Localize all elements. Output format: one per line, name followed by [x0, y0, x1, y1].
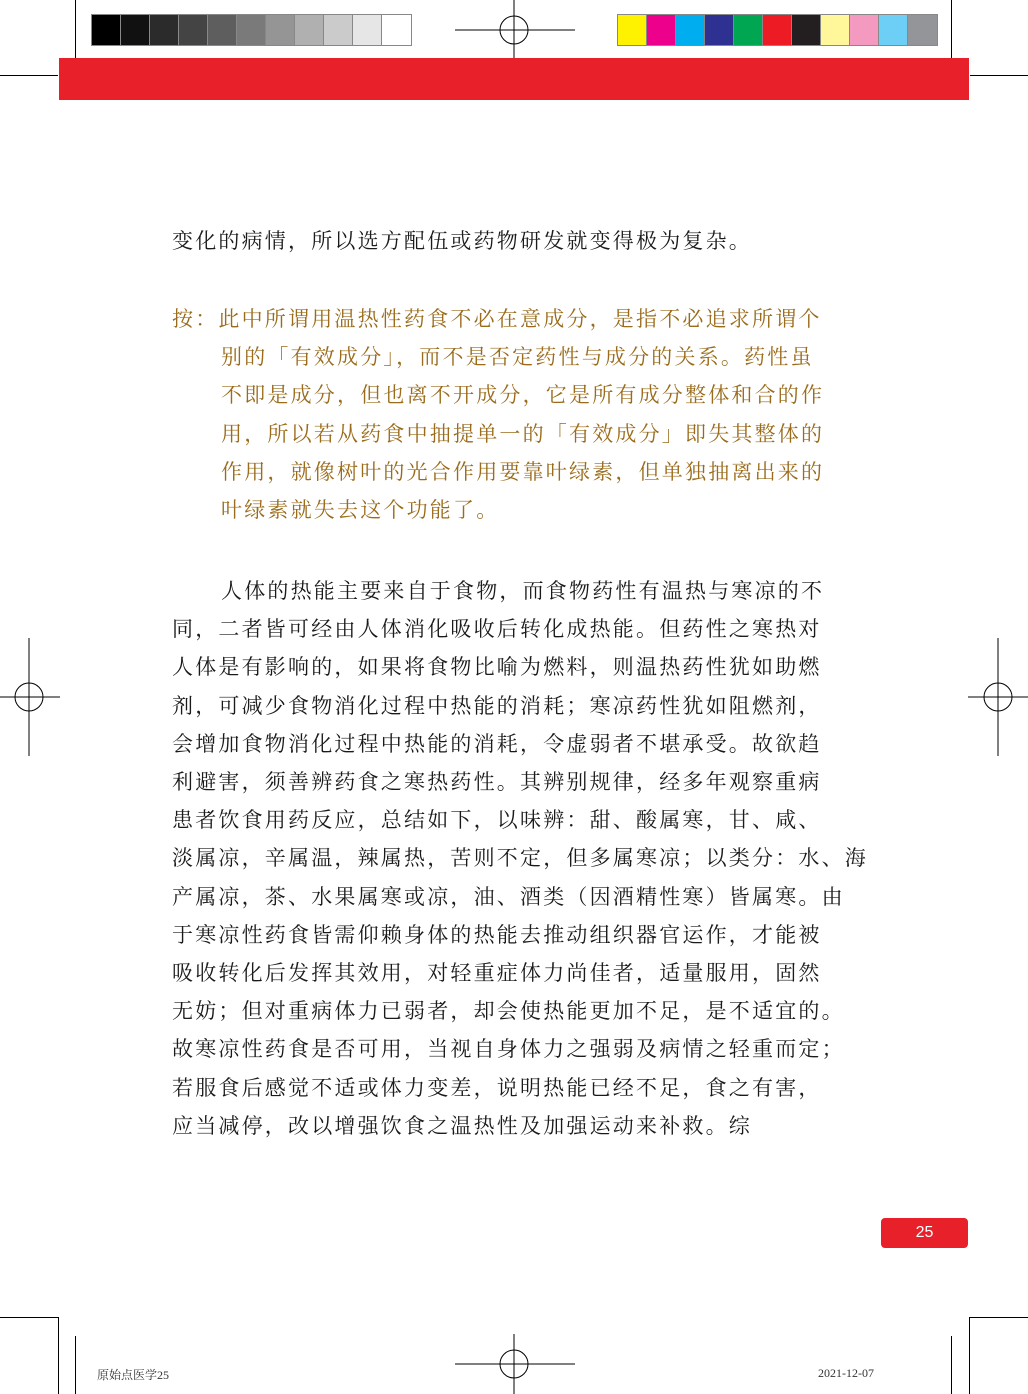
color-swatch — [121, 15, 150, 45]
crop-mark — [75, 1336, 76, 1394]
cmyk-color-bar — [617, 14, 938, 46]
text-line: 人体的热能主要来自于食物，而食物药性有温热与寒凉的不 — [221, 579, 825, 603]
color-swatch — [353, 15, 382, 45]
color-swatch — [382, 15, 411, 45]
color-swatch — [237, 15, 266, 45]
text-line: 变化的病情，所以选方配伍或药物研发就变得极为复杂。 — [172, 229, 752, 253]
footer-left: 原始点医学25 — [97, 1368, 170, 1382]
color-swatch — [792, 15, 821, 45]
color-swatch — [734, 15, 763, 45]
color-swatch — [879, 15, 908, 45]
color-swatch — [92, 15, 121, 45]
note-line: 叶绿素就失去这个功能了。 — [221, 498, 500, 523]
crop-mark — [951, 1336, 952, 1394]
registration-crosshair-icon — [968, 638, 1028, 756]
text-line: 应当减停，改以增强饮食之温热性及加强运动来补救。综 — [172, 1113, 752, 1138]
color-swatch — [908, 15, 937, 45]
registration-crosshair-icon — [0, 638, 60, 756]
text-line: 若服食后感觉不适或体力变差，说明热能已经不足，食之有害， — [172, 1075, 822, 1100]
crop-mark — [0, 75, 58, 76]
crop-mark — [970, 75, 1028, 76]
intro-paragraph — [172, 222, 892, 260]
note-line: 按：此中所谓用温热性药食不必在意成分，是指不必追求所谓个 — [172, 307, 822, 331]
crop-mark — [58, 1317, 59, 1394]
text-line: 产属凉，茶、水果属寒或凉，油、酒类（因酒精性寒）皆属寒。由 — [172, 884, 845, 909]
text-line: 利避害，须善辨药食之寒热药性。其辨别规律，经多年观察重病 — [172, 770, 822, 795]
registration-crosshair-icon — [455, 0, 575, 60]
color-swatch — [705, 15, 734, 45]
text-line: 于寒凉性药食皆需仰赖身体的热能去推动组织器官运作，才能被 — [172, 922, 822, 947]
text-line: 同，二者皆可经由人体消化吸收后转化成热能。但药性之寒热对 — [172, 617, 822, 642]
color-swatch — [850, 15, 879, 45]
note-line: 作用，就像树叶的光合作用要靠叶绿素，但单独抽离出来的 — [221, 459, 825, 484]
color-swatch — [647, 15, 676, 45]
note-line: 不即是成分，但也离不开成分，它是所有成分整体和合的作 — [221, 383, 825, 408]
text-line: 无妨；但对重病体力已弱者，却会使热能更加不足，是不适宜的。 — [172, 999, 845, 1024]
color-swatch — [324, 15, 353, 45]
registration-crosshair-icon — [455, 1334, 575, 1394]
color-swatch — [676, 15, 705, 45]
color-swatch — [618, 15, 647, 45]
color-swatch — [150, 15, 179, 45]
text-line: 人体是有影响的，如果将食物比喻为燃料，则温热药性犹如助燃 — [172, 655, 822, 680]
footer-date: 2021-12-07 — [818, 1366, 874, 1380]
crop-mark — [969, 1317, 970, 1394]
text-line: 患者饮食用药反应，总结如下，以味辨：甜、酸属寒，甘、咸、 — [172, 808, 822, 833]
text-line: 淡属凉，辛属温，辣属热，苦则不定，但多属寒凉；以类分：水、海 — [172, 846, 868, 871]
crop-mark — [0, 1317, 58, 1318]
crop-mark — [970, 1317, 1028, 1318]
editor-note — [172, 300, 892, 529]
note-line: 用，所以若从药食中抽提单一的「有效成分」即失其整体的 — [221, 421, 825, 446]
text-line: 剂，可减少食物消化过程中热能的消耗；寒凉药性犹如阻燃剂， — [172, 693, 822, 718]
page-number-badge: 25 — [881, 1218, 968, 1248]
crop-mark — [75, 0, 76, 58]
color-swatch — [763, 15, 792, 45]
text-line: 会增加食物消化过程中热能的消耗，令虚弱者不堪承受。故欲趋 — [172, 731, 822, 756]
grayscale-color-bar — [91, 14, 412, 46]
color-swatch — [821, 15, 850, 45]
color-swatch — [266, 15, 295, 45]
header-band — [59, 58, 969, 100]
body-paragraph — [172, 572, 892, 1145]
text-line: 故寒凉性药食是否可用，当视自身体力之强弱及病情之轻重而定； — [172, 1037, 845, 1062]
crop-mark — [951, 0, 952, 58]
note-line: 别的「有效成分」，而不是否定药性与成分的关系。药性虽 — [221, 345, 814, 370]
color-swatch — [295, 15, 324, 45]
color-swatch — [208, 15, 237, 45]
color-swatch — [179, 15, 208, 45]
text-line: 吸收转化后发挥其效用，对轻重症体力尚佳者，适量服用，固然 — [172, 961, 822, 986]
